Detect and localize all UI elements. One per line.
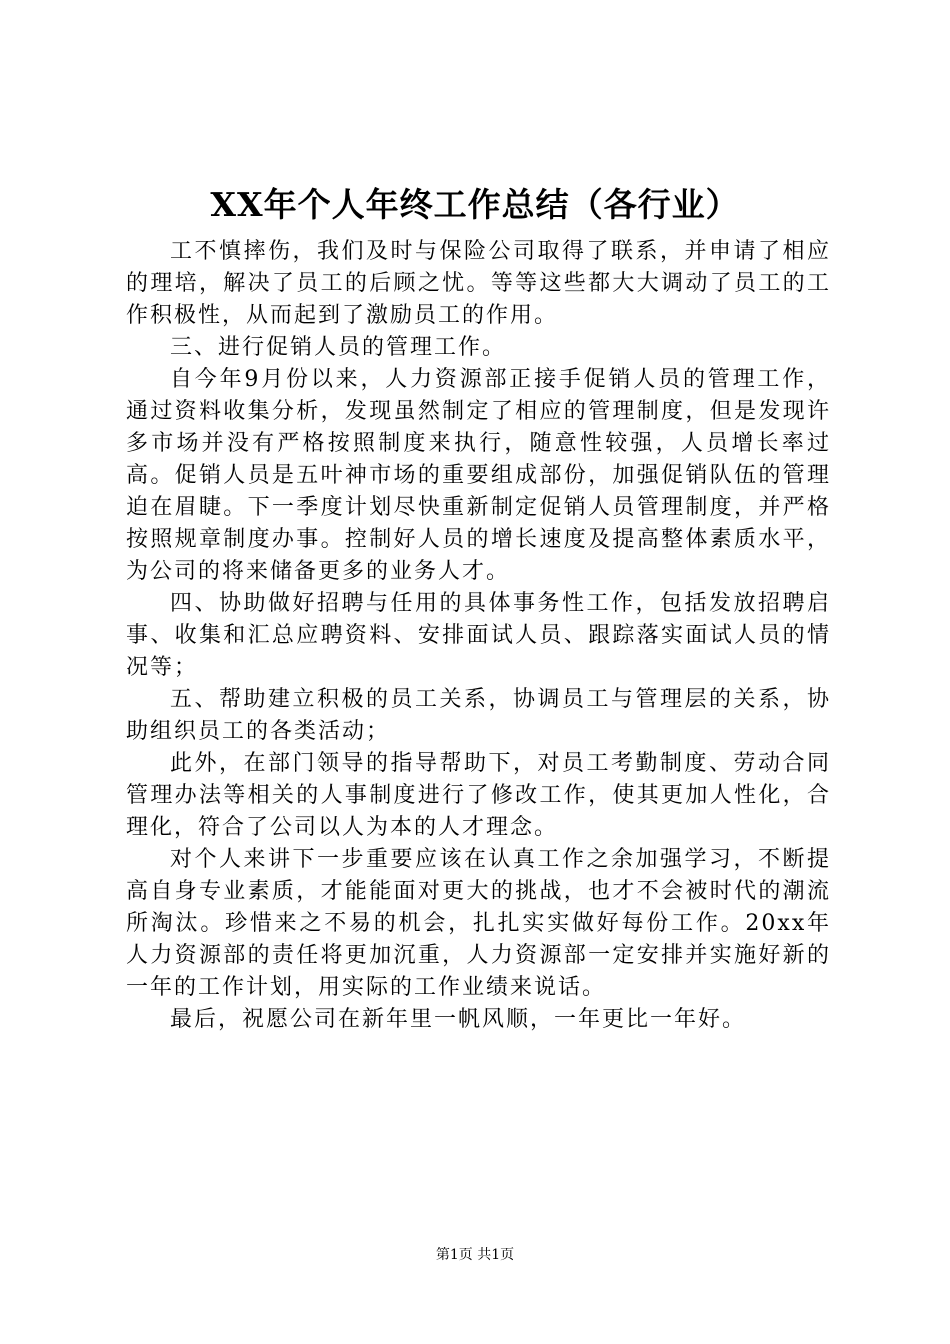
paragraph-5: 五、帮助建立积极的员工关系，协调员工与管理层的关系，协助组织员工的各类活动； <box>126 687 831 744</box>
paragraph-8: 最后，祝愿公司在新年里一帆风顺，一年更比一年好。 <box>170 1007 747 1032</box>
paragraph-2: 三、进行促销人员的管理工作。 <box>170 335 507 360</box>
paragraph-1: 工不慎摔伤，我们及时与保险公司取得了联系，并申请了相应的理培，解决了员工的后顾之忧。等等这些都大大调动了员工的工作积极性，从而起到了激励员工的作用。 <box>126 239 831 328</box>
paragraph-3: 自今年9月份以来，人力资源部正接手促销人员的管理工作，通过资料收集分析，发现虽然制定了相应的管理制度，但是发现许多市场并没有严格按照制度来执行，随意性较强，人员增长率过高。促销人员是五叶神市场的重要组成部份，加强促销队伍的管理迫在眉睫。下一季度计划尽快重新制定促销人员管理制度，并严格按照规章制度办事。控制好人员的增长速度及提高整体素质水平，为公司的将来储备更多的业务人才。 <box>126 367 831 584</box>
paragraph-6: 此外，在部门领导的指导帮助下，对员工考勤制度、劳动合同管理办法等相关的人事制度进行了修改工作，使其更加人性化，合理化，符合了公司以人为本的人才理念。 <box>126 751 831 840</box>
paragraph-7: 对个人来讲下一步重要应该在认真工作之余加强学习，不断提高自身专业素质，才能能面对更大的挑战，也才不会被时代的潮流所淘汰。珍惜来之不易的机会，扎扎实实做好每份工作。20xx年人力资源部的责任将更加沉重，人力资源部一定安排并实施好新的一年的工作计划，用实际的工作业绩来说话。 <box>126 847 831 1000</box>
paragraph-4: 四、协助做好招聘与任用的具体事务性工作，包括发放招聘启事、收集和汇总应聘资料、安排面试人员、跟踪落实面试人员的情况等； <box>126 591 831 680</box>
page-number-footer: 第1页 共1页 <box>435 1247 515 1263</box>
document-title: XX年个人年终工作总结（各行业） <box>210 185 740 224</box>
document-body <box>126 236 831 1036</box>
